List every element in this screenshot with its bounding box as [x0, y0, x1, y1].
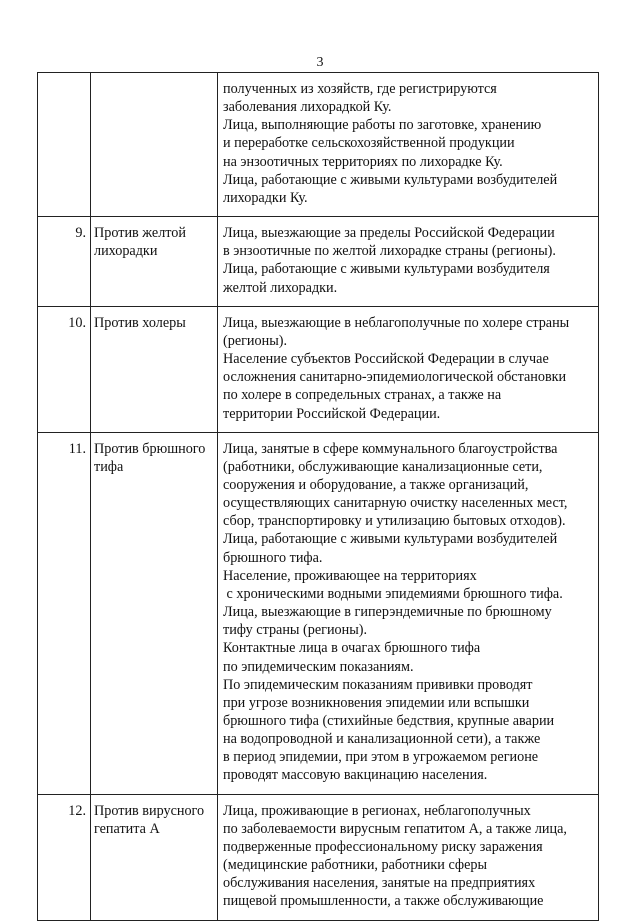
groups-line: Лица, выезжающие в гиперэндемичные по брюшному — [223, 604, 552, 621]
groups-line: Население субъектов Российской Федерации в случае — [223, 351, 549, 368]
groups-line: в энзоотичные по желтой лихорадке страны (регионы). — [223, 243, 556, 260]
disease-line: гепатита А — [94, 820, 160, 837]
groups-line: брюшного тифа. — [223, 549, 323, 566]
table-row — [38, 432, 599, 794]
groups-line: (работники, обслуживающие канализационные сети, — [223, 458, 543, 475]
groups-line: По эпидемическим показаниям прививки проводят — [223, 676, 533, 693]
groups-line: по эпидемическим показаниям. — [223, 658, 414, 675]
groups-line: проводят массовую вакцинацию населения. — [223, 767, 488, 784]
groups-line: Лица, выезжающие в неблагополучные по холере страны — [223, 314, 570, 331]
row-number: 9. — [38, 217, 91, 307]
population-groups-cell — [218, 217, 599, 307]
groups-line: осложнения санитарно-эпидемиологической обстановки — [223, 369, 567, 386]
groups-line: заболевания лихорадкой Ку. — [223, 99, 392, 116]
groups-line: по заболеваемости вирусным гепатитом А, а также лица, — [223, 820, 567, 837]
row-number: 12. — [38, 794, 91, 920]
groups-line: обслуживания населения, занятые на предприятиях — [223, 875, 536, 892]
groups-line: и переработке сельскохозяйственной продукции — [223, 135, 515, 152]
disease-cell — [91, 217, 218, 307]
groups-line: Лица, работающие с живыми культурами возбудителя — [223, 261, 550, 278]
table-row — [38, 217, 599, 307]
groups-line: Население, проживающее на территориях — [223, 567, 477, 584]
table-row — [38, 73, 599, 217]
vaccination-table — [37, 72, 599, 921]
groups-line: желтой лихорадки. — [223, 279, 338, 296]
row-number — [38, 73, 91, 217]
population-groups-cell — [218, 73, 599, 217]
groups-line: в период эпидемии, при этом в угрожаемом регионе — [223, 749, 539, 766]
groups-line: полученных из хозяйств, где регистрируются — [223, 81, 497, 97]
groups-line: Контактные лица в очагах брюшного тифа — [223, 640, 481, 657]
disease-line: Против холеры — [94, 314, 186, 331]
groups-line: брюшного тифа (стихийные бедствия, крупные аварии — [223, 713, 555, 729]
groups-line: при угрозе возникновения эпидемии или вспышки — [223, 694, 530, 711]
groups-line: Лица, выезжающие за пределы Российской Федерации — [223, 225, 555, 242]
disease-cell — [91, 432, 218, 794]
groups-line: Лица, работающие с живыми культурами возбудителей — [223, 171, 558, 188]
groups-line: (регионы). — [223, 332, 288, 349]
groups-line: тифу страны (регионы). — [223, 622, 368, 639]
table-row — [38, 794, 599, 920]
disease-line: Против брюшного — [94, 440, 206, 457]
groups-line: лихорадки Ку. — [223, 189, 308, 206]
row-number: 10. — [38, 306, 91, 432]
groups-line: сбор, транспортировку и утилизацию бытовых отходов). — [223, 513, 566, 530]
groups-line: на водопроводной и канализационной сети), а также — [223, 731, 541, 748]
disease-cell — [91, 794, 218, 920]
disease-line: Против вирусного — [94, 802, 205, 819]
groups-line: с хроническими водными эпидемиями брюшного тифа. — [223, 585, 563, 602]
groups-line: Лица, проживающие в регионах, неблагополучных — [223, 802, 531, 819]
row-number: 11. — [38, 432, 91, 794]
table-body — [38, 73, 599, 921]
groups-line: осуществляющих санитарную очистку населенных мест, — [223, 495, 568, 512]
disease-line: Против желтой — [94, 225, 186, 242]
table-row — [38, 306, 599, 432]
population-groups-cell — [218, 794, 599, 920]
page-number: 3 — [316, 55, 324, 70]
groups-line: Лица, занятые в сфере коммунального благоустройства — [223, 440, 558, 457]
population-groups-cell — [218, 306, 599, 432]
groups-line: Лица, работающие с живыми культурами возбудителей — [223, 531, 558, 548]
groups-line: территории Российской Федерации. — [223, 405, 441, 422]
disease-cell — [91, 306, 218, 432]
groups-line: подверженные профессиональному риску заражения — [223, 838, 543, 855]
groups-line: (медицинские работники, работники сферы — [223, 857, 488, 874]
groups-line: по холере в сопредельных странах, а также на — [223, 387, 502, 404]
population-groups-cell — [218, 432, 599, 794]
groups-line: Лица, выполняющие работы по заготовке, хранению — [223, 117, 542, 134]
groups-line: на энзоотичных территориях по лихорадке Ку. — [223, 153, 503, 170]
groups-line: пищевой промышленности, а также обслуживающие — [223, 893, 544, 910]
disease-cell — [91, 73, 218, 217]
disease-line: тифа — [94, 458, 124, 475]
disease-line: лихорадки — [94, 243, 158, 260]
groups-line: сооружения и оборудование, а также организаций, — [223, 476, 529, 493]
